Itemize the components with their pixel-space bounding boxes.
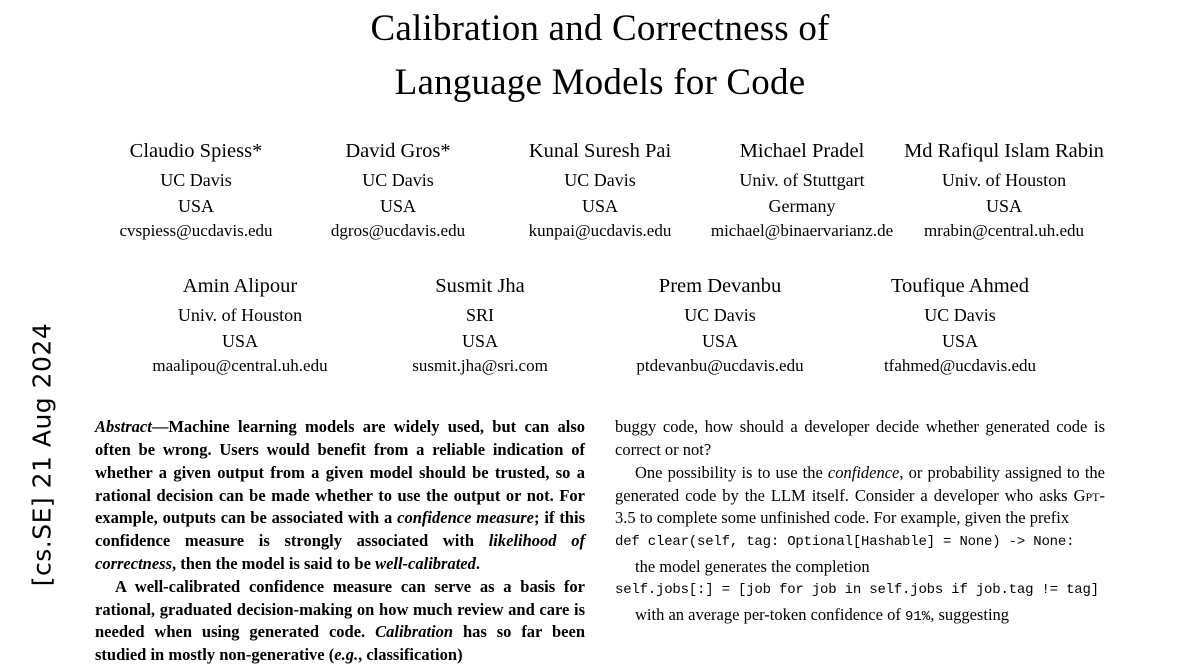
author-affiliation: Univ. of Stuttgart: [739, 170, 865, 190]
author-affiliation: SRI: [465, 304, 494, 325]
abstract-paragraph-1: [95, 416, 585, 575]
author-affiliation: UC Davis: [362, 170, 434, 190]
author-entry: [840, 272, 1080, 379]
title-line-2: Language Models for Code: [394, 61, 806, 103]
intro-text-a: One possibility is to use the: [635, 462, 828, 482]
author-name: Claudio Spiess*: [129, 140, 263, 163]
author-entry: [120, 272, 360, 379]
abstract-label: Abstract: [95, 417, 152, 437]
author-email: maalipou@central.uh.edu: [152, 355, 328, 375]
left-column: [95, 416, 585, 666]
abstract2-text-a: A well-calibrated confidence measure can serve as a basis for rational, graduated decision-making on how much review and care is needed when using generated code.: [95, 576, 585, 642]
abstract-text-c: , then the model is said to be: [172, 553, 376, 573]
author-name: David Gros*: [345, 140, 451, 163]
abstract2-text-c: , classification): [358, 645, 463, 665]
intro-paragraph-completion: the model generates the completion: [635, 556, 870, 576]
intro-text-b: , or probability assigned to the generated code by the LLM itself. Consider a developer who asks: [615, 462, 1106, 505]
author-email: tfahmed@ucdavis.edu: [883, 355, 1037, 375]
author-email: ptdevanbu@ucdavis.edu: [636, 355, 804, 375]
author-country: USA: [701, 330, 738, 351]
author-country: USA: [221, 330, 258, 351]
author-affiliation: UC Davis: [684, 304, 756, 325]
author-affiliation: UC Davis: [160, 170, 232, 190]
author-country: USA: [461, 330, 498, 351]
author-entry: [701, 137, 903, 244]
author-name: Toufique Ahmed: [890, 274, 1030, 297]
author-country: USA: [581, 196, 618, 217]
author-email: michael@binaervarianz.de: [710, 221, 894, 241]
model-name-gpt35: Gpt-3.5: [615, 485, 1105, 528]
page-title: [95, 0, 1105, 109]
author-entry: [297, 137, 499, 244]
author-email: susmit.jha@sri.com: [412, 355, 548, 375]
abstract2-em-calibration: Calibration: [375, 622, 454, 642]
intro-text-c: to complete some unfinished code. For example, given the prefix: [635, 508, 1070, 528]
abstract-text-a: —Machine learning models are widely used, but can also often be wrong. Users would benefit from a reliable indication of whether a given output from a given model should be trusted, so a rational decision can be made whether to use the output or not. For example, outputs can be associated with a: [95, 417, 585, 528]
author-name: Amin Alipour: [182, 274, 298, 297]
abstract-em-well-calibrated: well-calibrated: [375, 553, 476, 573]
paper-page: [95, 0, 1106, 665]
author-country: Germany: [768, 196, 836, 217]
abstract2-text-b: has so far been studied in mostly non-generative (: [95, 622, 585, 665]
code-snippet-completion: self.jobs[:] = [job for job in self.jobs if job.tag != tag]: [615, 582, 1099, 599]
abstract-text-d: .: [475, 553, 481, 573]
author-row-2: [95, 272, 1105, 379]
author-name: Prem Devanbu: [658, 274, 782, 297]
arxiv-identifier-stamp: [cs.SE] 21 Aug 2024: [27, 322, 57, 587]
confidence-percentage: 91%: [904, 608, 931, 625]
author-entry: [499, 137, 701, 244]
right-column: [615, 416, 1105, 666]
abstract-em-likelihood: likelihood of correctness: [95, 531, 585, 573]
author-name: Michael Pradel: [739, 140, 865, 163]
author-entry: [600, 272, 840, 379]
code-snippet-prefix: def clear(self, tag: Optional[Hashable] = None) -> None:: [615, 534, 1075, 551]
abstract-paragraph-2: [95, 576, 585, 667]
intro-em-confidence: confidence: [827, 462, 900, 482]
authors-block: [95, 137, 1105, 378]
author-row-1: [95, 137, 1105, 244]
author-entry: [360, 272, 600, 379]
author-country: USA: [177, 196, 214, 217]
author-entry: [95, 137, 297, 244]
author-entry: [903, 137, 1105, 244]
intro-paragraph-confidence: [615, 462, 1105, 530]
intro4-text-b: , suggesting: [930, 604, 1010, 624]
author-affiliation: Univ. of Houston: [177, 304, 303, 325]
two-column-body: [95, 416, 1105, 666]
author-email: cvspiess@ucdavis.edu: [119, 221, 273, 241]
author-name: Kunal Suresh Pai: [528, 140, 672, 163]
author-email: mrabin@central.uh.edu: [923, 221, 1085, 241]
author-email: kunpai@ucdavis.edu: [528, 221, 672, 241]
author-country: USA: [379, 196, 416, 217]
author-name: Md Rafiqul Islam Rabin: [904, 140, 1104, 163]
abstract2-em-eg: e.g.: [334, 645, 359, 665]
intro4-text-a: with an average per-token confidence of: [635, 604, 905, 624]
author-affiliation: UC Davis: [924, 304, 996, 325]
author-country: USA: [941, 330, 978, 351]
author-affiliation: UC Davis: [564, 170, 636, 190]
author-name: Susmit Jha: [435, 274, 525, 297]
abstract-em-confidence-measure: confidence measure: [397, 508, 535, 528]
intro-paragraph-continued: buggy code, how should a developer decide whether generated code is correct or not?: [615, 417, 1105, 460]
author-affiliation: Univ. of Houston: [941, 170, 1067, 190]
title-line-1: Calibration and Correctness of: [370, 8, 830, 49]
abstract-text-b: ; if this confidence measure is strongly associated with: [95, 508, 585, 551]
author-country: USA: [985, 196, 1022, 217]
intro-paragraph-confidence-value: [615, 604, 1105, 627]
author-email: dgros@ucdavis.edu: [330, 221, 466, 241]
